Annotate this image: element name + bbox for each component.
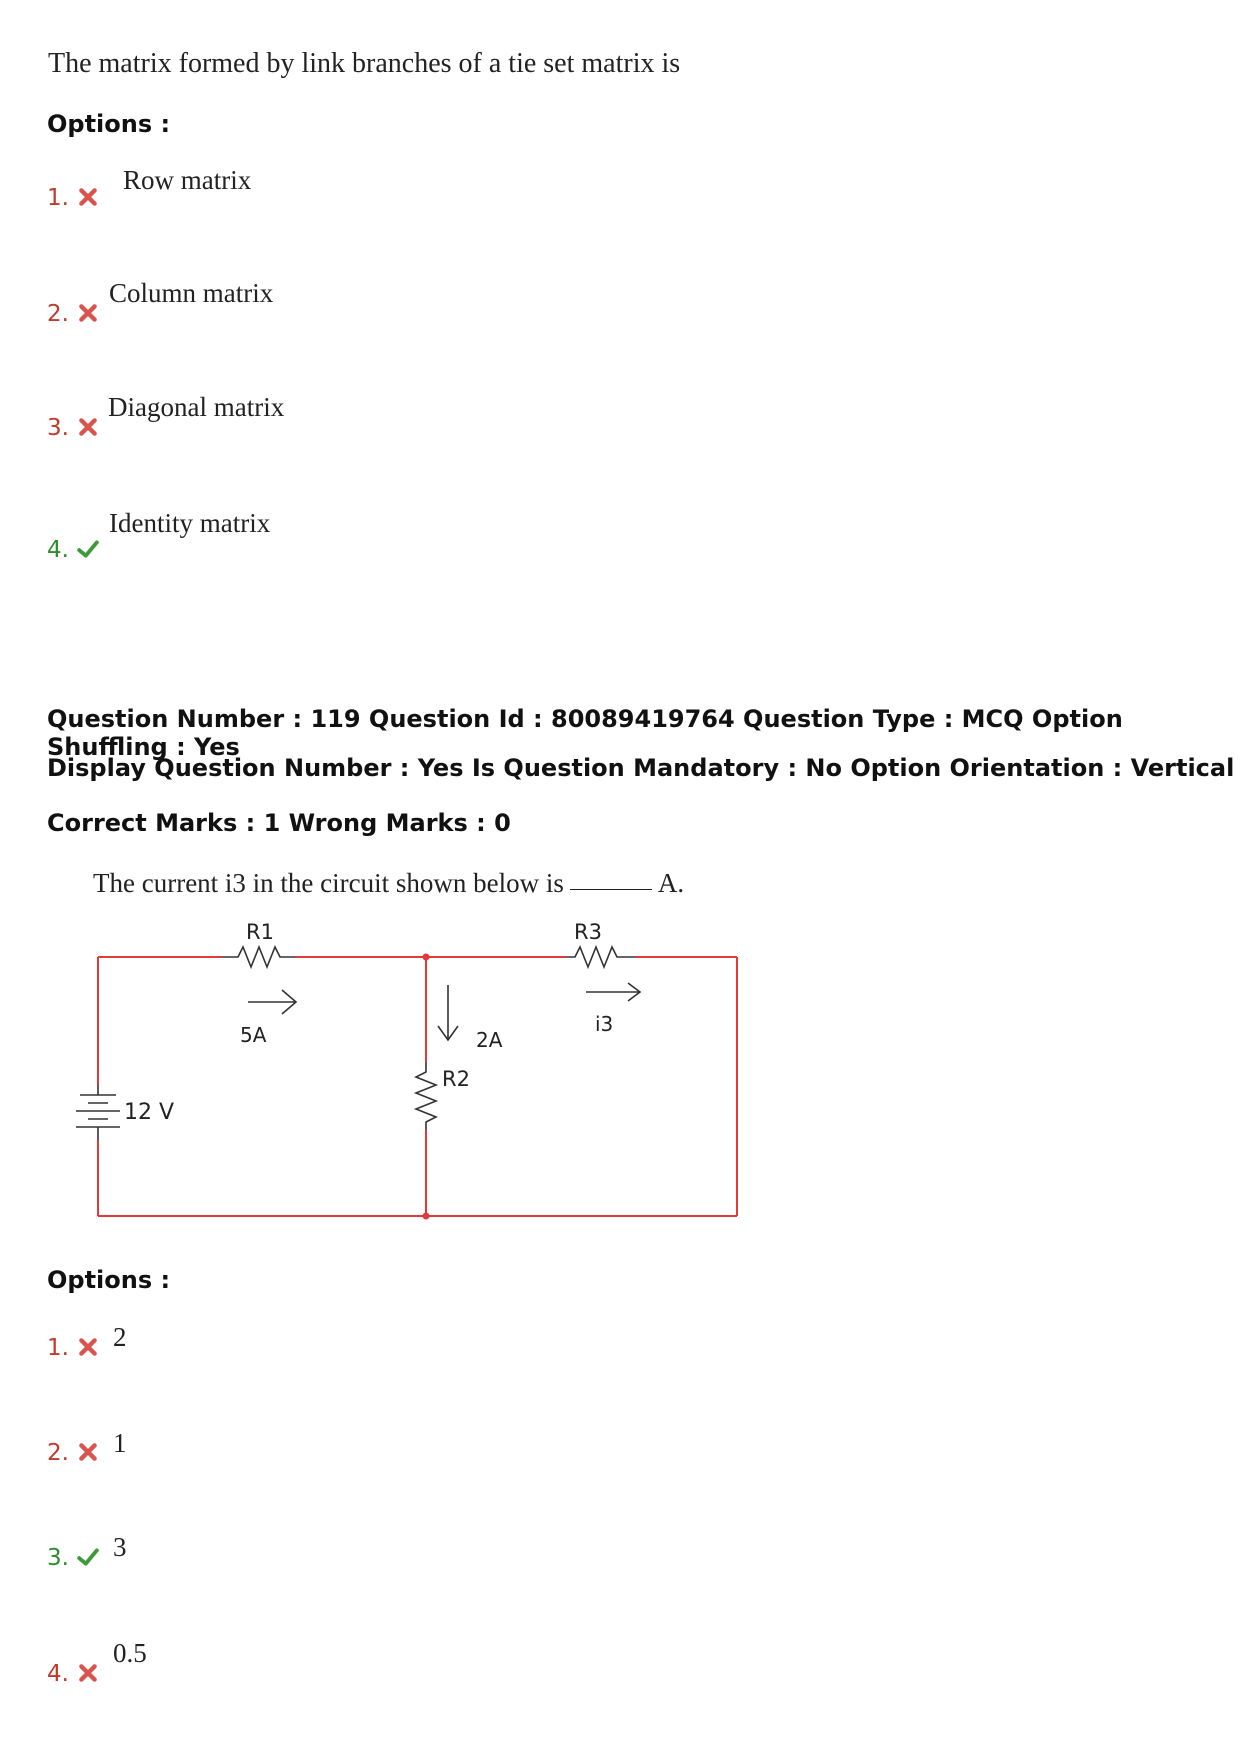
question-text: The matrix formed by link branches of a tie set matrix is — [48, 48, 681, 79]
battery-12v — [76, 1085, 120, 1140]
arrow-icon — [586, 983, 640, 1001]
cross-icon — [77, 1336, 99, 1358]
option-3-text: 3 — [113, 1532, 127, 1562]
option-2-text: Column matrix — [109, 278, 274, 308]
resistor-r1 — [222, 947, 296, 967]
junction-bottom — [423, 1213, 430, 1220]
option-3-number: 3. — [47, 1545, 99, 1571]
label-r2: R2 — [442, 1067, 470, 1091]
label-current-2a: 2A — [476, 1028, 503, 1052]
label-current-i3: i3 — [595, 1012, 614, 1036]
option-3-text: Diagonal matrix — [108, 392, 285, 422]
cross-icon — [77, 1662, 99, 1684]
option-2-text: 1 — [113, 1428, 127, 1458]
arrow-icon — [248, 990, 296, 1014]
option-1-text: 2 — [113, 1322, 127, 1352]
option-4-text: 0.5 — [113, 1638, 147, 1668]
option-2-number: 2. — [47, 301, 99, 327]
option-1-number: 1. — [47, 1335, 99, 1361]
check-icon — [77, 1546, 99, 1568]
option-4-text: Identity matrix — [109, 508, 271, 538]
label-r1: R1 — [246, 920, 274, 944]
options-label: Options : — [47, 110, 171, 138]
question-meta-line-2: Display Question Number : Yes Is Question Mandatory : No Option Orientation : Vertical — [47, 754, 1235, 782]
label-current-5a: 5A — [240, 1023, 267, 1047]
label-source-12v: 12 V — [124, 1100, 175, 1125]
question-meta-line-1: Question Number : 119 Question Id : 80089419764 Question Type : MCQ Option Shuffling : Yes — [47, 705, 1123, 761]
option-3-number: 3. — [47, 415, 99, 441]
cross-icon — [77, 1441, 99, 1463]
arrow-icon — [438, 985, 458, 1040]
resistor-r3 — [566, 947, 636, 967]
question-meta-line-3: Correct Marks : 1 Wrong Marks : 0 — [47, 809, 511, 837]
junction-top — [423, 954, 430, 961]
circuit-wires — [98, 957, 737, 1216]
option-1-text: Row matrix — [123, 165, 252, 195]
label-r3: R3 — [574, 920, 602, 944]
options-label: Options : — [47, 1266, 171, 1294]
option-4-number: 4. — [47, 1661, 99, 1687]
question-text: The current i3 in the circuit shown below is A. — [93, 868, 685, 898]
option-2-number: 2. — [47, 1440, 99, 1466]
resistor-r2 — [416, 1062, 436, 1130]
option-1-number: 1. — [47, 185, 99, 211]
option-4-number: 4. — [47, 537, 99, 563]
